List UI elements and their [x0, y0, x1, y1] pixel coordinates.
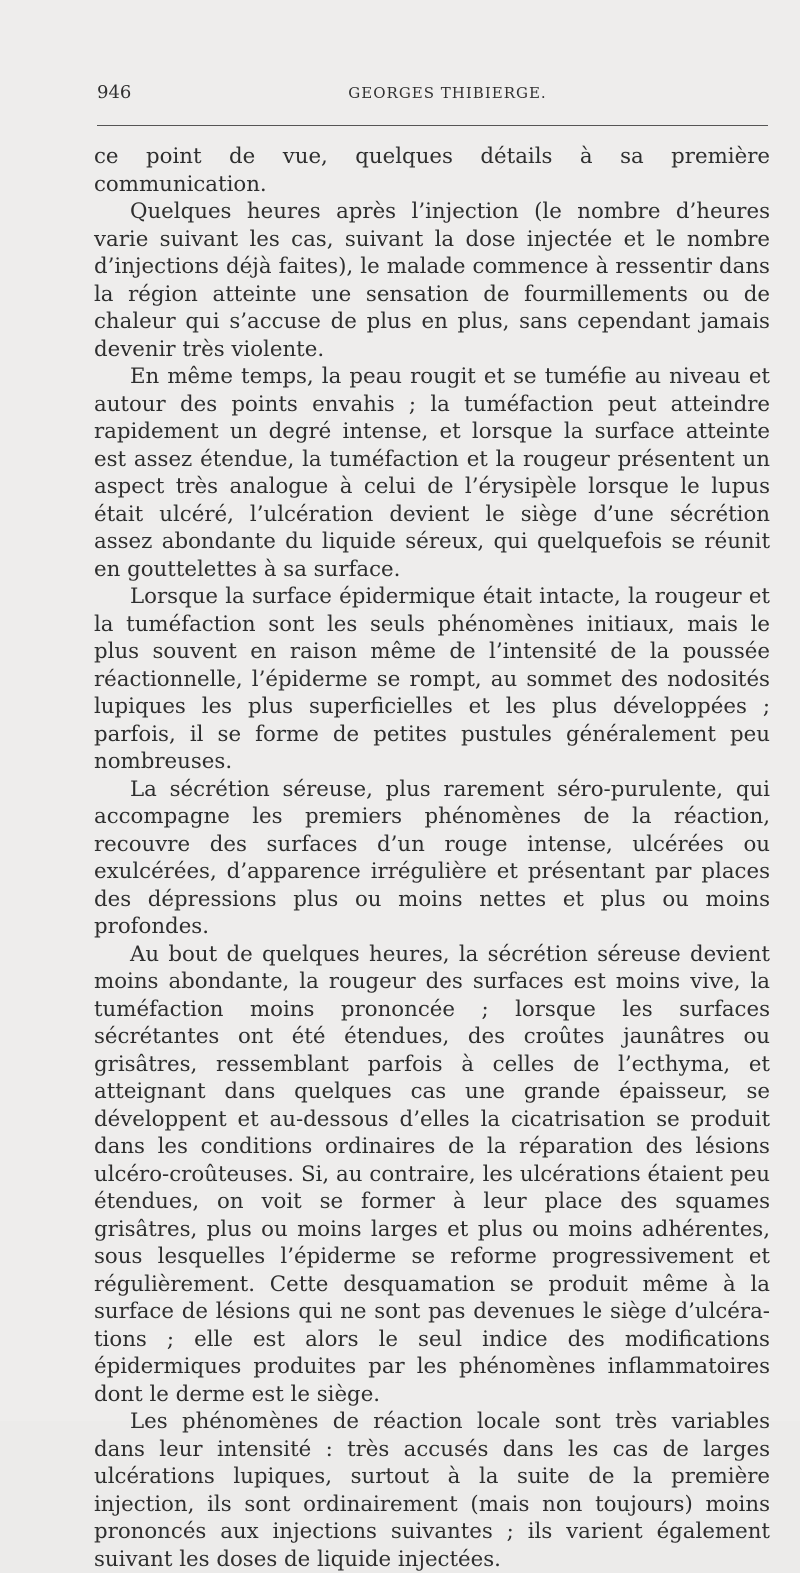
paragraph: ce point de vue, quelques détails à sa première communication.: [94, 144, 770, 197]
paragraph: Au bout de quelques heures, la sécrétion séreuse devient moins abondante, la rougeur des surfaces est moins vive, la tuméfaction moins prononcée ; lorsque les surfaces sécrétantes ont été étendues, des croûtes jaunâtres ou grisâtres, ressemblant parfois à celles de l’ecthyma, et atteignant dans quelques cas une grande épaisseur, se développent et au-dessous d’elles la cicatrisation se produit dans les conditions ordinaires de la réparation des lésions ulcéro-croûteuses. Si, au contraire, les ulcérations étaient peu étendues, on voit se former à leur place des squames grisâtres, plus ou moins larges et plus ou moins adhérentes, sous lesquelles l’épiderme se reforme progressivement et régulièrement. Cette desquamation se produit même à la surface de lésions qui ne sont pas devenues le siège d’ulcérations ; elle est alors le seul indice des modifications épidermiques produites par les phénomènes inflammatoires dont le derme est le siège.: [94, 941, 770, 1407]
paragraph: Quelques heures après l’injection (le nombre d’heures varie suivant les cas, suivant la dose injectée et le nombre d’injections déjà faites), le malade commence à ressentir dans la région atteinte une sensation de fourmillements ou de chaleur qui s’accuse de plus en plus, sans cependant jamais devenir très violente.: [94, 199, 770, 362]
paragraph: La sécrétion séreuse, plus rarement séro-purulente, qui accompagne les premiers phénomènes de la réaction, recouvre des surfaces d’un rouge intense, ulcérées ou exulcérées, d’apparence irrégulière et présentant par places des dépressions plus ou moins nettes et plus ou moins profondes.: [94, 776, 770, 939]
body-text: [94, 143, 770, 1573]
page-header: [97, 82, 768, 112]
page-number: 946: [97, 82, 132, 103]
paragraph: Lorsque la surface épidermique était intacte, la rougeur et la tuméfaction sont les seuls phénomènes initiaux, mais le plus souvent en raison même de l’intensité de la poussée réactionnelle, l’épiderme se rompt, au sommet des nodosités lupiques les plus superficielles et les plus développées ; parfois, il se forme de petites pustules généralement peu nombreuses.: [94, 584, 770, 774]
running-head: GEORGES THIBIERGE.: [348, 84, 547, 102]
paragraph: Les phénomènes de réaction locale sont très variables dans leur intensité : très accusés dans les cas de larges ulcérations lupiques, surtout à la suite de la première injection, ils sont ordinairement (mais non toujours) moins prononcés aux injections suivantes ; ils varient également suivant les doses de liquide injectées.: [94, 1409, 770, 1572]
paragraph: En même temps, la peau rougit et se tuméfie au niveau et autour des points envahis ; la tuméfaction peut atteindre rapidement un degré intense, et lorsque la surface atteinte est assez étendue, la tuméfaction et la rougeur présentent un aspect très analogue à celui de l’érysipèle lorsque le lupus était ulcéré, l’ulcération devient le siège d’une sécrétion assez abondante du liquide séreux, qui quelquefois se réunit en gouttelettes à sa surface.: [94, 364, 770, 582]
header-rule: [97, 125, 768, 126]
